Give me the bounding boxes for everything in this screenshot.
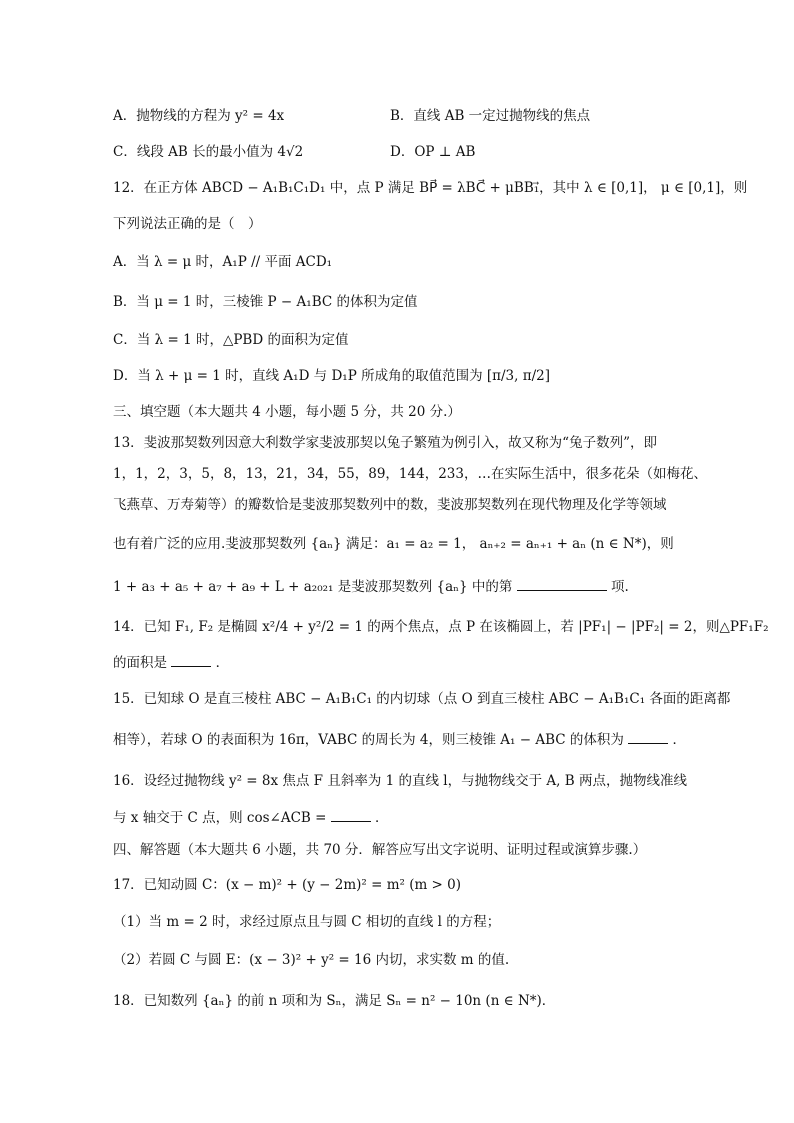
q11-option-a: A．抛物线的方程为 y² = 4x	[113, 108, 285, 124]
q16-line2-end: ．	[375, 810, 389, 826]
q16-line2	[113, 807, 389, 828]
q15-line1: 15．已知球 O 是直三棱柱 ABC − A₁B₁C₁ 的内切球（点 O 到直三棱柱 ABC − A₁B₁C₁ 各面的距离都	[113, 691, 731, 707]
section3-heading: 三、填空题（本大题共 4 小题，每小题 5 分，共 20 分.）	[113, 404, 461, 420]
q11-option-b: B．直线 AB 一定过抛物线的焦点	[390, 108, 591, 124]
q12-option-d: D．当 λ + μ = 1 时，直线 A₁D 与 D₁P 所成角的取值范围为 [π/3, π/2]	[113, 368, 551, 384]
q12-option-c: C．当 λ = 1 时，△PBD 的面积为定值	[113, 332, 349, 348]
section4-heading: 四、解答题（本大题共 6 小题，共 70 分．解答应写出文字说明、证明过程或演算步骤.）	[113, 842, 647, 858]
q15-line2-end: ．	[672, 732, 686, 748]
q18-stem: 18．已知数列 {aₙ} 的前 n 项和为 Sₙ，满足 Sₙ = n² − 10n (n ∈ N*)．	[113, 993, 556, 1009]
q13-line1: 13．斐波那契数列因意大利数学家斐波那契以兔子繁殖为例引入，故又称为“兔子数列”，即	[113, 435, 657, 451]
q12-stem-line2: 下列说法正确的是（ ）	[113, 216, 262, 232]
q12-stem-line1: 12．在正方体 ABCD − A₁B₁C₁D₁ 中，点 P 满足 BP⃗ = λBC⃗ + μBB₁⃗，其中 λ ∈ [0,1]， μ ∈ [0,1]，则	[113, 180, 748, 196]
answer-blank	[517, 576, 607, 591]
q16-line1: 16．设经过抛物线 y² = 8x 焦点 F 且斜率为 1 的直线 l，与抛物线交于 A, B 两点，抛物线准线	[113, 773, 687, 789]
q17-part2: （2）若圆 C 与圆 E：(x − 3)² + y² = 16 内切，求实数 m 的值.	[113, 952, 510, 968]
q15-line2	[113, 729, 686, 750]
answer-blank	[171, 652, 211, 667]
q11-option-d: D．OP ⊥ AB	[390, 144, 476, 160]
q13-line5-end: 项.	[611, 579, 629, 595]
q16-line2-text: 与 x 轴交于 C 点，则 cos∠ACB =	[113, 810, 327, 826]
q13-line5	[113, 576, 629, 597]
answer-blank	[331, 807, 371, 822]
answer-blank	[628, 729, 668, 744]
q12-option-a: A．当 λ = μ 时，A₁P // 平面 ACD₁	[113, 254, 333, 270]
q13-line2: 1，1，2，3，5，8，13，21，34，55，89，144，233，…在实际生活中，很多花朵（如梅花、	[113, 466, 707, 482]
q12-option-b: B．当 μ = 1 时，三棱锥 P − A₁BC 的体积为定值	[113, 294, 418, 310]
q13-line5-text: 1 + a₃ + a₅ + a₇ + a₉ + L + a₂₀₂₁ 是斐波那契数列 {aₙ} 中的第	[113, 579, 513, 595]
q17-part1: （1）当 m = 2 时，求经过原点且与圆 C 相切的直线 l 的方程；	[113, 914, 501, 930]
q14-line2-text: 的面积是	[113, 655, 167, 671]
q15-line2-text: 相等），若球 O 的表面积为 16π，VABC 的周长为 4，则三棱锥 A₁ − ABC 的体积为	[113, 732, 624, 748]
q14-line1: 14．已知 F₁, F₂ 是椭圆 x²/4 + y²/2 = 1 的两个焦点，点 P 在该椭圆上，若 |PF₁| − |PF₂| = 2，则△PF₁F₂	[113, 619, 769, 635]
q14-line2	[113, 652, 229, 673]
q17-stem: 17．已知动圆 C：(x − m)² + (y − 2m)² = m² (m > 0)	[113, 877, 462, 893]
q14-line2-end: ．	[215, 655, 230, 671]
q13-line3: 飞燕草、万寿菊等）的瓣数恰是斐波那契数列中的数，斐波那契数列在现代物理及化学等领域	[113, 497, 667, 513]
q11-option-c: C．线段 AB 长的最小值为 4√2	[113, 144, 304, 160]
q13-line4: 也有着广泛的应用.斐波那契数列 {aₙ} 满足：a₁ = a₂ = 1， aₙ₊₂ = aₙ₊₁ + aₙ (n ∈ N*)，则	[113, 536, 674, 552]
